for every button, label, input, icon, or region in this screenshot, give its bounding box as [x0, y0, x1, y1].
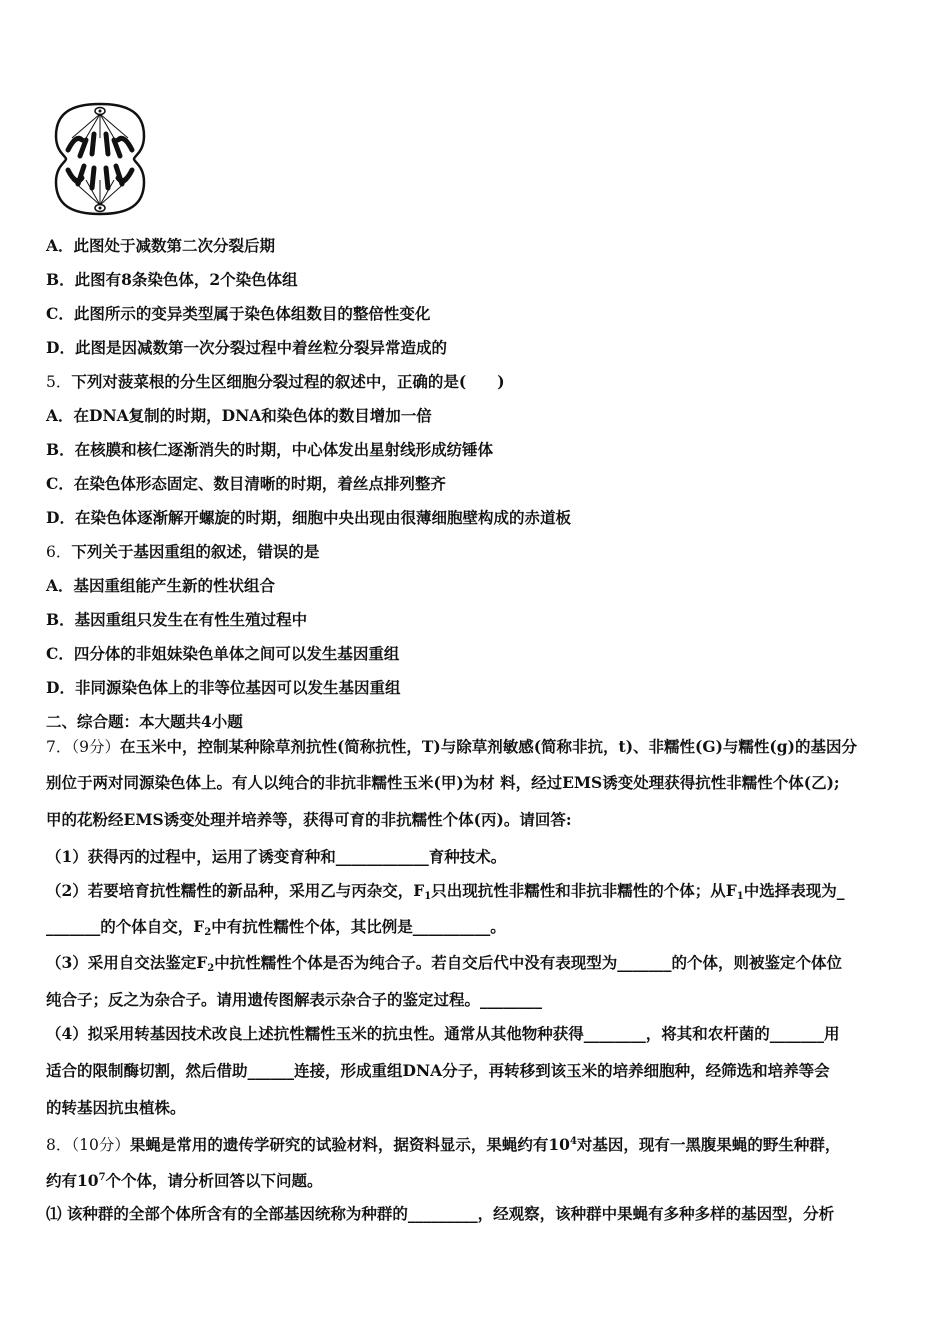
- q7-part4-line1: （4）拟采用转基因技术改良上述抗性糯性玉米的抗虫性。通常从其他物种获得________，将其和农杆菌的_______用: [46, 1024, 840, 1043]
- q6-option-c[interactable]: C．四分体的非姐妹染色单体之间可以发生基因重组: [46, 644, 400, 663]
- cell-division-figure: [50, 98, 150, 220]
- section-heading: 二、综合题：本大题共4小题: [46, 712, 243, 731]
- q5-stem: 5．下列对菠菜根的分生区细胞分裂过程的叙述中，正确的是( ): [46, 372, 505, 391]
- q6-option-b[interactable]: B．基因重组只发生在有性生殖过程中: [46, 610, 308, 629]
- q5-option-a[interactable]: A．在DNA复制的时期，DNA和染色体的数目增加一倍: [46, 406, 432, 425]
- q6-option-d[interactable]: D．非同源染色体上的非等位基因可以发生基因重组: [46, 678, 401, 697]
- q8-stem-line1: 8．（10分）果蝇是常用的遗传学研究的试验材料，据资料显示，果蝇约有$10^4$对基因，现有一黑腹果蝇的野生种群，: [46, 1135, 841, 1154]
- q4-option-d[interactable]: D．此图是因减数第一次分裂过程中着丝粒分裂异常造成的: [46, 338, 447, 357]
- q7-stem-line1: 7．（9分）在玉米中，控制某种除草剂抗性(简称抗性，T)与除草剂敏感(简称非抗，t)、非糯性(G)与糯性(g)的基因分: [46, 737, 857, 756]
- q7-stem-line3: 甲的花粉经EMS诱变处理并培养等，获得可育的非抗糯性个体(丙)。请回答:: [46, 810, 572, 829]
- q4-option-b[interactable]: B．此图有8条染色体，2个染色体组: [46, 270, 298, 289]
- q7-part3-line1: （3）采用自交法鉴定$F_2$中抗性糯性个体是否为纯合子。若自交后代中没有表现型为_______的个体，则被鉴定个体位: [46, 953, 843, 974]
- q5-option-c[interactable]: C．在染色体形态固定、数目清晰的时期，着丝点排列整齐: [46, 474, 446, 493]
- q6-stem: 6．下列关于基因重组的叙述，错误的是: [46, 542, 320, 561]
- q7-part3-line2: 纯合子；反之为杂合子。请用遗传图解表示杂合子的鉴定过程。________: [46, 990, 543, 1009]
- q4-option-a[interactable]: A．此图处于减数第二次分裂后期: [46, 236, 276, 255]
- q5-option-b[interactable]: B．在核膜和核仁逐渐消失的时期，中心体发出星射线形成纺锤体: [46, 440, 494, 459]
- q6-option-a[interactable]: A．基因重组能产生新的性状组合: [46, 576, 276, 595]
- q8-stem-line2: 约有$10^7$个个体，请分析回答以下问题。: [46, 1171, 323, 1190]
- q8-part1: ⑴ 该种群的全部个体所含有的全部基因统称为种群的_________，经观察，该种群中果蝇有多种多样的基因型，分析: [46, 1204, 835, 1223]
- q4-option-c[interactable]: C．此图所示的变异类型属于染色体组数目的整倍性变化: [46, 304, 431, 323]
- q7-part1: （1）获得丙的过程中，运用了诱变育种和____________育种技术。: [46, 847, 507, 866]
- q5-option-d[interactable]: D．在染色体逐渐解开螺旋的时期，细胞中央出现由很薄细胞壁构成的赤道板: [46, 508, 571, 527]
- q7-part4-line3: 的转基因抗虫植株。: [46, 1098, 186, 1117]
- q7-stem-line2: 别位于两对同源染色体上。有人以纯合的非抗非糯性玉米(甲)为材 料，经过EMS诱变处理获得抗性非糯性个体(乙);: [46, 773, 840, 792]
- q7-part4-line2: 适合的限制酶切割，然后借助______连接，形成重组DNA分子，再转移到该玉米的培养细胞种，经筛选和培养等会: [46, 1061, 830, 1080]
- q7-part2-line2: _______的个体自交，$F_2$中有抗性糯性个体，其比例是__________。: [46, 917, 506, 938]
- q7-part2-line1: （2）若要培育抗性糯性的新品种，采用乙与丙杂交，$F_1$只出现抗性非糯性和非抗非糯性的个体；从$F_1$中选择表现为_: [46, 881, 845, 902]
